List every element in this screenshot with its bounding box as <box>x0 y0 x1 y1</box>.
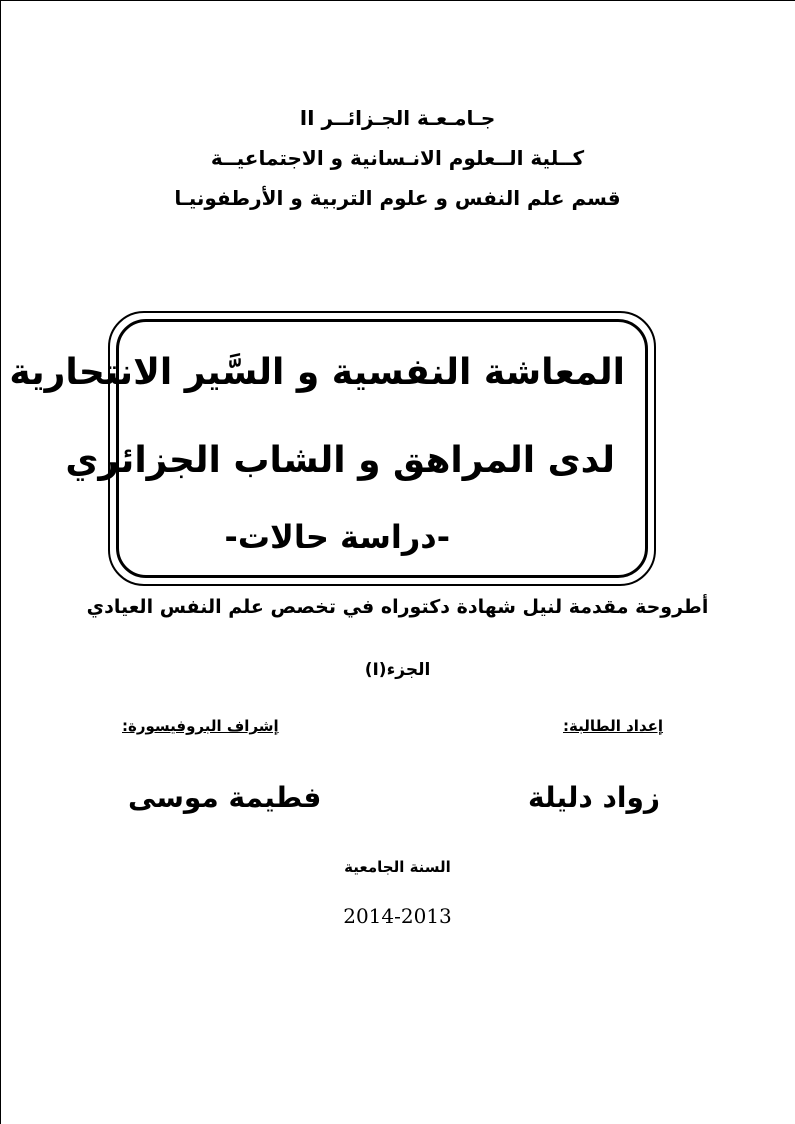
page-top-border <box>0 0 795 1</box>
title-line-2: لدى المراهق و الشاب الجزائري <box>65 440 615 481</box>
supervisor-label: إشراف البروفيسورة: <box>122 717 279 735</box>
department-name: قسم علم النفس و علوم التربية و الأرطفونيـا <box>174 186 621 210</box>
faculty-name: كــلية الــعلوم الانـسانية و الاجتماعيــة <box>210 146 585 170</box>
thesis-description: أطروحة مقدمة لنيل شهادة دكتوراه في تخصص علم النفس العيادي <box>86 596 709 618</box>
title-line-1: المعاشة النفسية و السَّير الانتحارية <box>9 352 625 393</box>
student-label: إعداد الطالبة: <box>563 717 663 735</box>
student-name: زواد دليلة <box>528 781 660 814</box>
university-name: جـامـعـة الجـزائــر II <box>299 106 496 130</box>
part-number: الجزء(I) <box>364 660 431 680</box>
academic-year-label: السنة الجامعية <box>344 858 451 876</box>
title-line-3: -دراسة حالات- <box>224 518 450 556</box>
supervisor-name: فطيمة موسى <box>128 781 322 814</box>
academic-year-value: 2014-2013 <box>343 904 452 928</box>
